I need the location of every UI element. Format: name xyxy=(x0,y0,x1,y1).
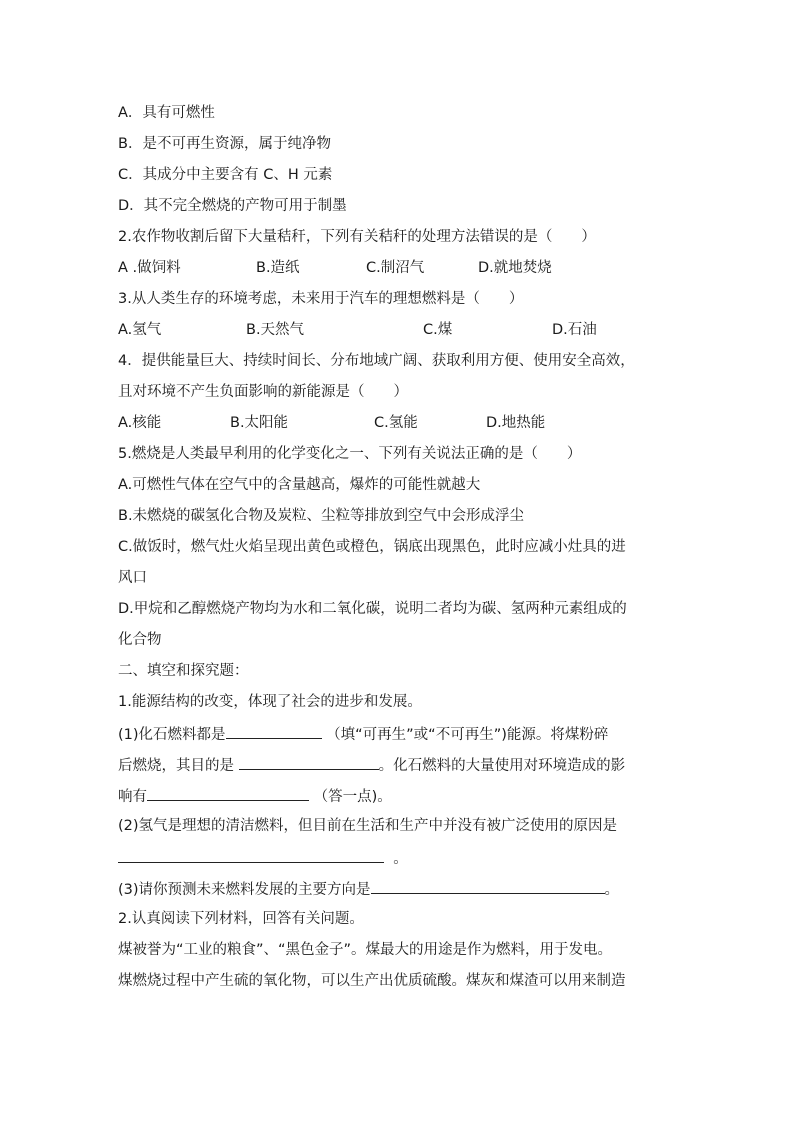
section-2-heading: 二、填空和探究题： xyxy=(118,663,249,679)
fill-q1-part-2-period: 。 xyxy=(393,851,408,867)
answer-blank-1[interactable] xyxy=(226,723,322,739)
q3-option-a: A.氢气 xyxy=(118,322,162,338)
question-4-line-2: 且对环境不产生负面影响的新能源是（ ） xyxy=(118,384,408,400)
answer-blank-3[interactable] xyxy=(147,785,309,801)
fill-q1-part-3 xyxy=(118,878,619,900)
q4-option-d: D.地热能 xyxy=(486,415,546,431)
q3-option-b: B.天然气 xyxy=(246,322,305,338)
question-5: 5.燃烧是人类最早利用的化学变化之一、下列有关说法正确的是（ ） xyxy=(118,446,582,462)
question-3: 3.从人类生存的环境考虑，未来用于汽车的理想燃料是（ ） xyxy=(118,291,524,307)
q4-option-c: C.氢能 xyxy=(374,415,418,431)
q2-option-b: B.造纸 xyxy=(256,260,300,276)
option-d-text: D．其不完全燃烧的产物可用于制墨 xyxy=(118,198,347,214)
fill-q1-part-1c-suffix: （答一点)。 xyxy=(313,789,392,805)
q5-option-c-line-2: 风口 xyxy=(118,570,147,586)
fill-q1-part-1b-suffix: 。化石燃料的大量使用对环境造成的影 xyxy=(378,758,626,774)
fill-question-2: 2.认真阅读下列材料，回答有关问题。 xyxy=(118,911,364,927)
q2-option-c: C.制沼气 xyxy=(366,260,425,276)
fill-q1-part-3-prefix: (3)请你预测未来燃料发展的主要方向是 xyxy=(118,882,371,898)
question-2: 2.农作物收割后留下大量秸秆，下列有关秸秆的处理方法错误的是（ ） xyxy=(118,229,596,245)
fill-q1-part-1-line-2 xyxy=(118,754,625,776)
q3-option-d: D.石油 xyxy=(552,322,597,338)
q4-option-b: B.太阳能 xyxy=(230,415,289,431)
q4-option-a: A.核能 xyxy=(118,415,162,431)
q5-option-d-line-1: D.甲烷和乙醇燃烧产物均为水和二氧化碳，说明二者均为碳、氢两种元素组成的 xyxy=(118,601,627,617)
q5-option-b: B.未燃烧的碳氢化合物及炭粒、尘粒等排放到空气中会形成浮尘 xyxy=(118,508,525,524)
option-b-text: B．是不可再生资源，属于纯净物 xyxy=(118,136,331,152)
option-c-text: C．其成分中主要含有 C、H 元素 xyxy=(118,167,333,183)
answer-blank-4[interactable] xyxy=(118,847,384,863)
fill-q1-part-1-suffix: （填“可再生”或“不可再生”)能源。将煤粉碎 xyxy=(326,727,609,743)
fill-q1-part-1-line-1 xyxy=(118,723,608,745)
q3-option-c: C.煤 xyxy=(423,322,453,338)
question-4-line-1: 4．提供能量巨大、持续时间长、分布地域广阔、获取利用方便、使用安全高效， xyxy=(118,353,635,369)
fill-q1-part-1-line-3 xyxy=(118,785,392,807)
answer-blank-5[interactable] xyxy=(371,878,605,894)
q5-option-c-line-1: C.做饭时，燃气灶火焰呈现出黄色或橙色，锅底出现黑色，此时应减小灶具的进 xyxy=(118,539,626,555)
fill-q1-part-1c-prefix: 响有 xyxy=(118,789,147,805)
fill-question-1: 1.能源结构的改变，体现了社会的进步和发展。 xyxy=(118,694,422,710)
fill-q1-part-1b-prefix: 后燃烧，其目的是 xyxy=(118,758,234,774)
fill-q1-part-1-prefix: (1)化石燃料都是 xyxy=(118,727,226,743)
option-a-text: A．具有可燃性 xyxy=(118,105,215,121)
q5-option-a: A.可燃性气体在空气中的含量越高，爆炸的可能性就越大 xyxy=(118,477,481,493)
passage-line-1: 煤被誉为“工业的粮食”、“黑色金子”。煤最大的用途是作为燃料，用于发电。 xyxy=(118,942,613,958)
q2-option-d: D.就地焚烧 xyxy=(478,260,552,276)
passage-line-2: 煤燃烧过程中产生硫的氧化物，可以生产出优质硫酸。煤灰和煤渣可以用来制造 xyxy=(118,973,626,989)
fill-q1-part-2: (2)氢气是理想的清洁燃料，但目前在生活和生产中并没有被广泛使用的原因是 xyxy=(118,818,618,834)
q2-option-a: A .做饲料 xyxy=(118,260,181,276)
answer-blank-2[interactable] xyxy=(239,754,379,770)
q5-option-d-line-2: 化合物 xyxy=(118,632,162,648)
fill-q1-part-3-period: 。 xyxy=(604,882,620,898)
fill-q1-part-2-answer-line xyxy=(118,847,408,869)
